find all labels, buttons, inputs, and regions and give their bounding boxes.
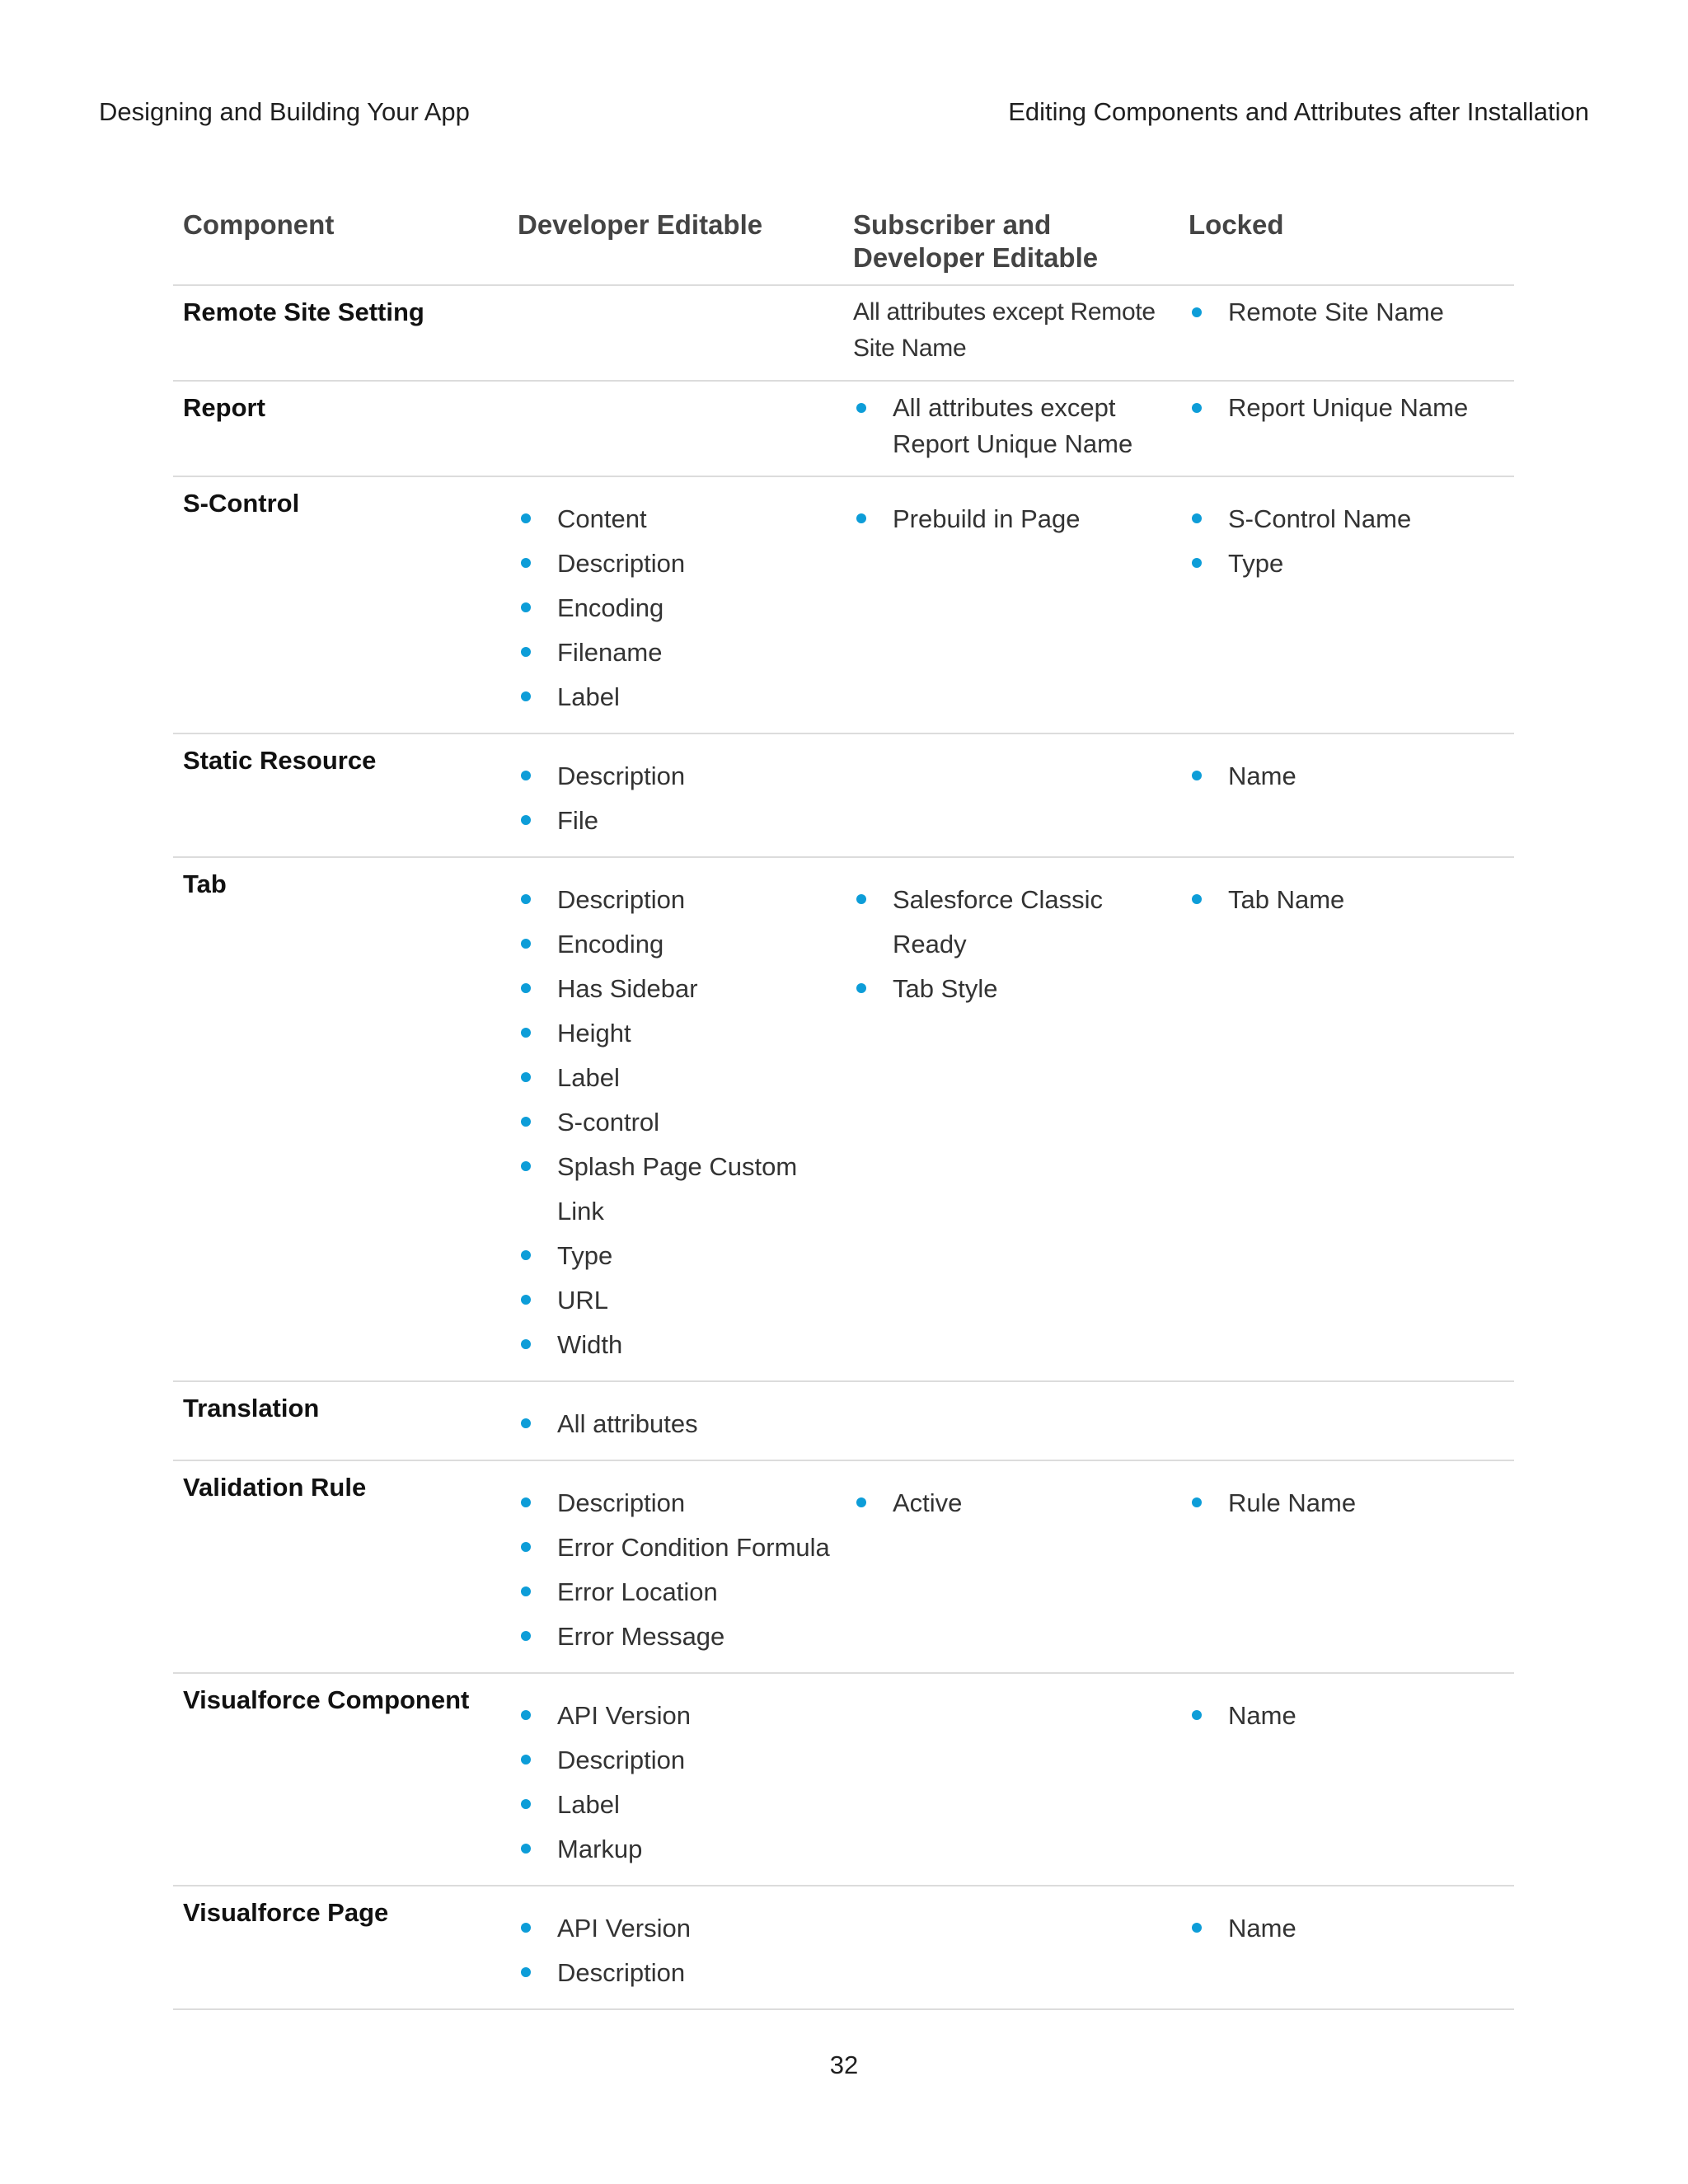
- bullet-icon: [1192, 1923, 1202, 1933]
- list-item: [518, 1615, 835, 1659]
- table-body: [173, 285, 1514, 2009]
- list-item: [853, 967, 1170, 1011]
- subscriber-developer-editable-cell: [843, 1886, 1179, 2009]
- column-header-developer-editable: Developer Editable: [508, 202, 843, 285]
- list-item: [518, 1526, 835, 1570]
- list-item: [518, 586, 835, 630]
- list-item: [518, 1951, 835, 1995]
- subscriber-developer-editable-cell: [843, 381, 1179, 476]
- list-item-text: Error Message: [557, 1622, 725, 1651]
- list-item: [1189, 754, 1506, 799]
- developer-editable-cell: [508, 285, 843, 381]
- component-name-cell: Remote Site Setting: [173, 285, 508, 381]
- bullet-icon: [521, 939, 531, 949]
- list-item: [518, 799, 835, 843]
- list-item: [518, 1145, 835, 1234]
- list-item-text: API Version: [557, 1701, 691, 1730]
- list-item-text: Description: [557, 549, 686, 578]
- list-item: [518, 1100, 835, 1145]
- bullet-icon: [521, 1844, 531, 1854]
- list-item: [853, 1481, 1170, 1526]
- list-item-text: Name: [1228, 1701, 1296, 1730]
- bullet-icon: [521, 1923, 531, 1933]
- bullet-icon: [856, 894, 866, 904]
- bullet-icon: [856, 983, 866, 993]
- list-item: [1189, 541, 1506, 586]
- table-row: [173, 476, 1514, 733]
- bullet-icon: [521, 1710, 531, 1720]
- list-item: [1189, 878, 1506, 922]
- bullet-icon: [521, 1072, 531, 1082]
- bullet-list: [1189, 1895, 1506, 1951]
- list-item-text: Content: [557, 504, 647, 533]
- developer-editable-cell: [508, 1381, 843, 1460]
- table-header-row: [173, 202, 1514, 285]
- list-item-text: URL: [557, 1286, 609, 1315]
- bullet-list: [518, 866, 835, 1367]
- list-item-text: Label: [557, 1063, 620, 1092]
- list-item-text: Height: [557, 1019, 631, 1047]
- locked-cell: [1179, 1381, 1514, 1460]
- locked-cell: [1179, 733, 1514, 857]
- bullet-icon: [521, 1250, 531, 1260]
- component-name-cell: S-Control: [173, 476, 508, 733]
- component-name-cell: Static Resource: [173, 733, 508, 857]
- list-item: [1189, 1906, 1506, 1951]
- list-item-text: Type: [557, 1241, 613, 1270]
- subscriber-developer-editable-cell: [843, 733, 1179, 857]
- list-item-text: Active: [893, 1488, 963, 1517]
- list-item: [518, 754, 835, 799]
- list-item-text: Encoding: [557, 593, 664, 622]
- table-row: [173, 857, 1514, 1381]
- component-name-cell: Visualforce Page: [173, 1886, 508, 2009]
- bullet-list: [518, 1390, 835, 1446]
- list-item: [518, 922, 835, 967]
- bullet-list: [853, 1469, 1170, 1526]
- component-name-cell: Validation Rule: [173, 1460, 508, 1673]
- list-item: [518, 1783, 835, 1827]
- bullet-list: [1189, 390, 1506, 426]
- list-item: [518, 1570, 835, 1615]
- list-item-text: Description: [557, 1746, 686, 1774]
- list-item: [518, 967, 835, 1011]
- component-name-cell: Visualforce Component: [173, 1673, 508, 1886]
- list-item: [518, 541, 835, 586]
- table-row: [173, 381, 1514, 476]
- list-item: [518, 1402, 835, 1446]
- list-item: [518, 675, 835, 719]
- list-item: [518, 1278, 835, 1323]
- list-item-text: API Version: [557, 1914, 691, 1943]
- bullet-icon: [521, 647, 531, 657]
- bullet-icon: [521, 1799, 531, 1809]
- locked-cell: [1179, 1886, 1514, 2009]
- list-item-text: Error Condition Formula: [557, 1533, 830, 1562]
- list-item: [518, 878, 835, 922]
- bullet-icon: [521, 1339, 531, 1349]
- bullet-icon: [521, 1418, 531, 1428]
- list-item: [1189, 1481, 1506, 1526]
- list-item-text: Tab Style: [893, 974, 998, 1003]
- table-row: [173, 733, 1514, 857]
- list-item-text: Description: [557, 885, 686, 914]
- subscriber-developer-editable-cell: [843, 1381, 1179, 1460]
- bullet-icon: [1192, 1710, 1202, 1720]
- bullet-list: [1189, 485, 1506, 586]
- bullet-icon: [1192, 771, 1202, 780]
- subscriber-developer-editable-cell: [843, 476, 1179, 733]
- list-item: [853, 878, 1170, 967]
- list-item-text: Salesforce Classic Ready: [893, 885, 1103, 958]
- column-header-locked: Locked: [1179, 202, 1514, 285]
- list-item-text: Splash Page Custom Link: [557, 1152, 798, 1226]
- list-item-text: Tab Name: [1228, 885, 1345, 914]
- list-item-text: Remote Site Name: [1228, 298, 1444, 326]
- list-item-text: Label: [557, 1790, 620, 1819]
- developer-editable-cell: [508, 381, 843, 476]
- subscriber-developer-editable-cell: All attributes except Remote Site Name: [843, 285, 1179, 381]
- list-item-text: Report Unique Name: [1228, 393, 1469, 422]
- list-item: [518, 1694, 835, 1738]
- bullet-icon: [521, 1631, 531, 1641]
- list-item-text: Error Location: [557, 1577, 718, 1606]
- table-row: [173, 285, 1514, 381]
- list-item-text: All attributes except Report Unique Name: [893, 393, 1133, 458]
- bullet-icon: [521, 1497, 531, 1507]
- column-header-subscriber-developer-editable: Subscriber and Developer Editable: [843, 202, 1179, 285]
- bullet-icon: [521, 771, 531, 780]
- developer-editable-cell: [508, 1886, 843, 2009]
- bullet-list: [518, 1682, 835, 1872]
- list-item-text: Type: [1228, 549, 1284, 578]
- component-attributes-table: [173, 202, 1514, 2010]
- table-row: [173, 1460, 1514, 1673]
- bullet-list: [518, 485, 835, 719]
- bullet-icon: [521, 558, 531, 568]
- developer-editable-cell: [508, 1460, 843, 1673]
- bullet-icon: [521, 1117, 531, 1127]
- list-item-text: Rule Name: [1228, 1488, 1357, 1517]
- list-item-text: Prebuild in Page: [893, 504, 1081, 533]
- list-item-text: Description: [557, 762, 686, 790]
- bullet-icon: [521, 1586, 531, 1596]
- bullet-icon: [521, 1295, 531, 1305]
- bullet-icon: [521, 894, 531, 904]
- list-item: [853, 390, 1170, 462]
- list-item-text: Description: [557, 1488, 686, 1517]
- list-item-text: Filename: [557, 638, 663, 667]
- locked-cell: [1179, 1673, 1514, 1886]
- list-item-text: S-Control Name: [1228, 504, 1412, 533]
- list-item-text: File: [557, 806, 598, 835]
- bullet-list: [1189, 743, 1506, 799]
- bullet-list: [1189, 1469, 1506, 1526]
- table-row: [173, 1381, 1514, 1460]
- component-name-cell: Translation: [173, 1381, 508, 1460]
- list-item: [518, 1827, 835, 1872]
- developer-editable-cell: [508, 1673, 843, 1886]
- column-header-component: Component: [173, 202, 508, 285]
- subscriber-developer-editable-cell: [843, 1673, 1179, 1886]
- table-row: [173, 1886, 1514, 2009]
- bullet-icon: [1192, 513, 1202, 523]
- list-item: [853, 497, 1170, 541]
- bullet-icon: [1192, 1497, 1202, 1507]
- list-item: [518, 1738, 835, 1783]
- bullet-icon: [521, 1161, 531, 1171]
- locked-cell: [1179, 1460, 1514, 1673]
- component-name-cell: Tab: [173, 857, 508, 1381]
- bullet-list: [1189, 294, 1506, 330]
- bullet-icon: [521, 1755, 531, 1765]
- running-header-left: Designing and Building Your App: [99, 97, 470, 126]
- bullet-icon: [521, 602, 531, 612]
- list-item: [518, 1906, 835, 1951]
- bullet-list: [518, 1895, 835, 1995]
- bullet-list: [853, 866, 1170, 1011]
- bullet-icon: [521, 815, 531, 825]
- bullet-list: [1189, 1682, 1506, 1738]
- subscriber-developer-editable-cell: [843, 857, 1179, 1381]
- locked-cell: [1179, 857, 1514, 1381]
- bullet-icon: [521, 983, 531, 993]
- bullet-list: [853, 390, 1170, 462]
- list-item-text: Name: [1228, 762, 1296, 790]
- bullet-icon: [1192, 558, 1202, 568]
- table-row: [173, 1673, 1514, 1886]
- bullet-list: [518, 1469, 835, 1659]
- bullet-icon: [521, 513, 531, 523]
- subscriber-developer-editable-cell: [843, 1460, 1179, 1673]
- bullet-icon: [856, 403, 866, 413]
- running-header-right: Editing Components and Attributes after Installation: [1008, 97, 1589, 126]
- bullet-icon: [521, 1967, 531, 1977]
- developer-editable-cell: [508, 733, 843, 857]
- bullet-icon: [521, 1028, 531, 1038]
- locked-cell: [1179, 285, 1514, 381]
- bullet-list: [853, 485, 1170, 541]
- list-item: [1189, 294, 1506, 330]
- list-item: [1189, 390, 1506, 426]
- list-item: [518, 1481, 835, 1526]
- list-item-text: Name: [1228, 1914, 1296, 1943]
- list-item: [518, 1011, 835, 1056]
- list-item-text: Description: [557, 1958, 686, 1987]
- developer-editable-cell: [508, 476, 843, 733]
- list-item: [518, 497, 835, 541]
- list-item: [1189, 1694, 1506, 1738]
- list-item: [518, 630, 835, 675]
- bullet-icon: [1192, 307, 1202, 317]
- bullet-list: [518, 743, 835, 843]
- locked-cell: [1179, 476, 1514, 733]
- bullet-icon: [521, 691, 531, 701]
- list-item-text: Markup: [557, 1835, 643, 1863]
- list-item-text: Has Sidebar: [557, 974, 698, 1003]
- page-number: 32: [829, 2050, 859, 2079]
- developer-editable-cell: [508, 857, 843, 1381]
- list-item: [518, 1234, 835, 1278]
- list-item-text: Label: [557, 682, 620, 711]
- list-item: [1189, 497, 1506, 541]
- bullet-icon: [856, 1497, 866, 1507]
- list-item-text: Width: [557, 1330, 623, 1359]
- component-name-cell: Report: [173, 381, 508, 476]
- bullet-icon: [856, 513, 866, 523]
- bullet-icon: [1192, 894, 1202, 904]
- list-item: [518, 1323, 835, 1367]
- list-item-text: Encoding: [557, 930, 664, 958]
- list-item-text: S-control: [557, 1108, 660, 1137]
- bullet-icon: [521, 1542, 531, 1552]
- list-item: [518, 1056, 835, 1100]
- locked-cell: [1179, 381, 1514, 476]
- bullet-icon: [1192, 403, 1202, 413]
- bullet-list: [1189, 866, 1506, 922]
- list-item-text: All attributes: [557, 1409, 698, 1438]
